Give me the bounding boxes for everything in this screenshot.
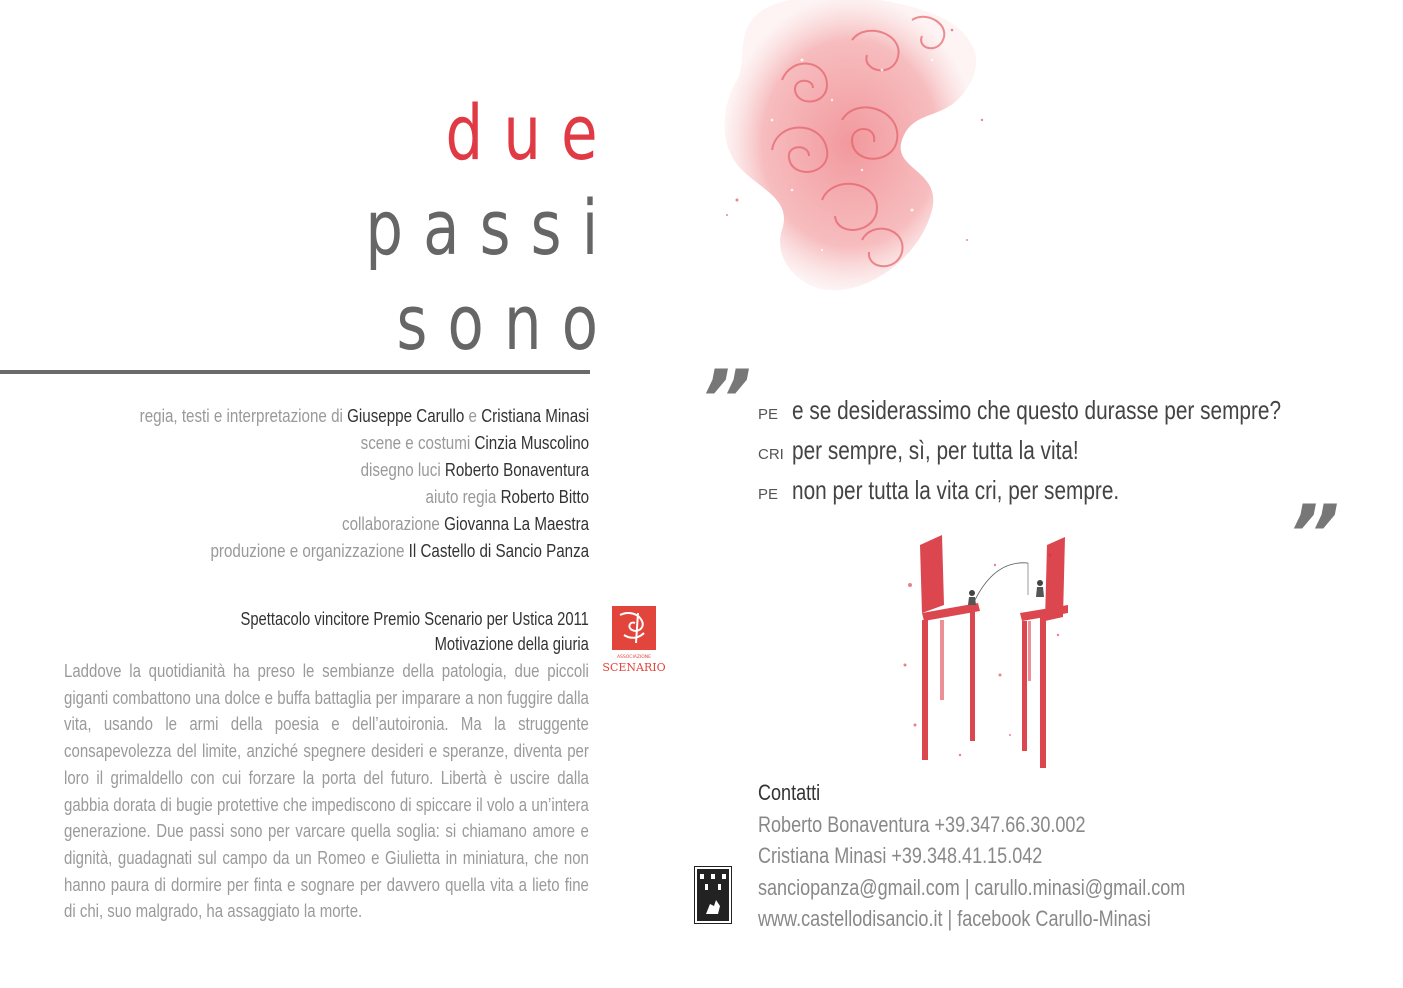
dialogue-line — [758, 475, 1403, 515]
credit-line: produzione e organizzazione Il Castello di Sancio Panza — [210, 540, 589, 561]
red-watercolor-blob — [712, 0, 1022, 300]
contacts-block — [758, 777, 1279, 935]
title-line-due: due — [445, 88, 618, 177]
speaker-label: PE — [758, 406, 779, 423]
scenario-logo — [602, 605, 666, 675]
prize-block — [164, 607, 589, 657]
credit-line: scene e costumi Cinzia Muscolino — [360, 432, 589, 453]
credit-line: aiuto regia Roberto Bitto — [425, 486, 589, 507]
dialogue-text: per sempre, sì, per tutta la vita! — [792, 435, 1079, 465]
title-line-sono: sono — [396, 278, 618, 367]
dialogue-line — [758, 435, 1403, 475]
red-chairs-illustration — [900, 525, 1060, 780]
dialogue-line — [758, 395, 1403, 435]
castle-logo — [694, 866, 732, 924]
contact-phone-minasi: Cristiana Minasi +39.348.41.15.042 — [758, 843, 1043, 868]
svg-text:ASSOCIAZIONE: ASSOCIAZIONE — [616, 655, 652, 660]
dialogue-text: e se desiderassimo che questo durasse per sempre? — [792, 395, 1282, 425]
contacts-heading: Contatti — [758, 780, 821, 805]
credit-line: regia, testi e interpretazione di Giuseppe Carullo e Cristiana Minasi — [139, 405, 589, 426]
credit-line: disegno luci Roberto Bonaventura — [360, 459, 589, 480]
title-line-passi: passi — [364, 183, 618, 272]
contact-emails[interactable]: sanciopanza@gmail.com | carullo.minasi@gmail.com — [758, 874, 1186, 900]
jury-motivation-text: Laddove la quotidianità ha preso le sembianze della patologia, due piccoli giganti combattono una dolce e buffa battaglia per imparare a non fuggire dalla vita, usando le armi della poesia e dell’autoironia. Ma la struggente consapevolezza del limite, anziché spegnere desideri e speranze, diventa per loro il grimaldello con cui forzare la porta del futuro. Libertà è uscire dalla gabbia dorata di bugie protettive che impediscono di spiccare il volo a un’intera generazione. Due passi sono per varcare quella soglia: si chiamano amore e dignità, guadagnati sul campo da un Romeo e Giulietta in miniatura, che non hanno paura di dormire per finta e sognare per davvero quella vita a lieto fine di chi, suo malgrado, ha assaggiato la morte. — [64, 660, 589, 922]
dialogue-quote — [758, 395, 1403, 515]
credit-line: collaborazione Giovanna La Maestra — [341, 513, 589, 534]
title-divider — [0, 370, 590, 374]
contact-web[interactable]: www.castellodisancio.it | facebook Carullo-Minasi — [758, 906, 1151, 931]
speaker-label: CRI — [758, 446, 784, 463]
contact-phone-bonaventura: Roberto Bonaventura +39.347.66.30.002 — [758, 811, 1086, 837]
prize-subtitle: Motivazione della giuria — [434, 634, 589, 654]
prize-title: Spettacolo vincitore Premio Scenario per Ustica 2011 — [240, 609, 589, 629]
svg-text:SCENARIO: SCENARIO — [602, 661, 666, 674]
quote-close-mark: ” — [1288, 488, 1340, 581]
credits-block — [41, 402, 589, 564]
quote-open-mark: ” — [700, 353, 752, 446]
speaker-label: PE — [758, 486, 779, 503]
dialogue-text: non per tutta la vita cri, per sempre. — [792, 475, 1120, 505]
